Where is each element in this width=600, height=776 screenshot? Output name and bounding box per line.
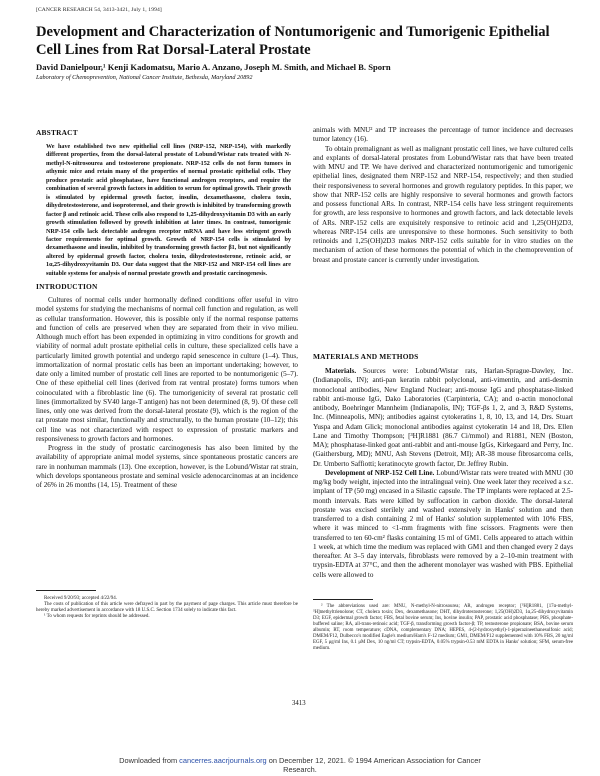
introduction-body <box>36 296 298 490</box>
methods-heading: MATERIALS AND METHODS <box>313 352 419 361</box>
page-number: 3413 <box>292 700 306 707</box>
materials-paragraph <box>313 367 573 469</box>
development-lead: Development of NRP-152 Cell Line. <box>325 468 435 477</box>
footnote-divider <box>36 590 96 591</box>
abbreviations-text: ² The abbreviations used are: MNU, N-methyl-N-nitrosourea; AR, androgen receptor; [³H]R1881, [17α-methyl-³H]methyltrienolone; CT, cholera toxin; Dex, dexamethasone; DHT, dihydrotestosterone; 1,25(OH)2D3, 1α,25-dihydroxyvitamin D3; EGF, epidermal growth factor; FBS, fetal bovine serum; Ins, bovine insulin; PAP, prostatic acid phosphatase; PBS, phosphate-buffered saline; RA, all-trans-retinoic acid; TGF-β, transforming growth factor-β; TP, testosterone propionate; BSA, bovine serum albumin; RT, room temperature; cDNA, complementary DNA; HEPES, 4-(2-hydroxyethyl)-1-piperazineethanesulfonic acid; DMEM/F12, Dulbecco's modified Eagle's medium/Ham's F-12 medium; GM1, DMEM/F12 supplemented with 10% FBS, 20 ng/ml EGF, 5 μg/ml Ins, 0.1 μM Dex, 10 ng/ml CT; trypsin-EDTA, 0.05% trypsin-0.53 mM EDTA in Hanks' solution; SFM, serum-free medium. <box>313 604 573 652</box>
abbreviations-footnote <box>313 604 573 652</box>
journal-header: [CANCER RESEARCH 54, 3413-3421, July 1, 1994] <box>36 7 162 13</box>
footer-prefix: Downloaded from <box>119 756 180 765</box>
right-paragraph-2: To obtain premalignant as well as malignant prostatic cell lines, we have cultured cells and explants of dorsal-lateral prostates from Lobund/Wistar rats that have been treated with MNU and TP. We have derived and characterized nontumorigenic and tumorigenic epithelial lines, designated them NRP-152 and NRP-154, respectively; and then studied their responsiveness to several hormones and growth regulatory peptides. In this paper, we show that NRP-152 cells are highly responsive to several hormones and growth factors and possess functional ARs. In contrast, NRP-154 cells have less stringent requirements for growth, are less responsive to hormones and growth factors, and lack detectable levels of ARs. NRP-152 cells are exquisitely responsive to retinoic acid and 1,25(OH)2D3, whereas NRP-154 cells are unresponsive to these hormones. Such sensitivity to both retinoids and 1,25(OH)2D3 makes NRP-152 cells suitable for in vitro studies on the mechanism of action of these hormones the potential of which in the chemoprevention of breast and prostate cancer is currently under investigation. <box>313 144 573 264</box>
right-footnote-divider <box>313 599 373 600</box>
download-footer <box>0 756 600 774</box>
left-footnotes <box>36 596 298 620</box>
reprint-note: ¹ To whom requests for reprints should be addressed. <box>44 614 150 620</box>
right-paragraph-1: animals with MNU² and TP increases the percentage of tumor incidence and decreases tumor latency (16). <box>313 126 573 144</box>
development-text: Lobund/Wistar rats were treated with MNU (30 mg/kg body weight, injected into the intralingual vein). One week later they received a s.c. implant of TP (50 mg) encased in a Silastic capsule. The TP implants were replaced at 2.5-month intervals. Rats were killed by suffocation in carbon dioxide. The dorsal-lateral prostate was excised sterilely and washed extensively in Hanks' solution and then transferred to a dish containing 2 ml of Hanks' solution supplemented with 10% FBS, where it was minced to <1-mm fragments with fine scissors. Fragments were then transferred to ten 60-cm² flasks containing 15 ml of GM1. Cells appeared to attach within 1 week, at which time the medium was replaced with GM1 and then changed every 2 days thereafter. At 3–5 day intervals, fibroblasts were removed by a 2–10-min treatment with trypsin-EDTA at 37°C, and then the adherent monolayer was washed with PBS. Epithelial cells were allowed to <box>313 468 573 579</box>
introduction-paragraph-1: Cultures of normal cells under hormonally defined conditions offer useful in vitro model systems for studying the mechanisms of normal cell function and regulation, as well as cellular transformation. However, this is possible only if the normal response patterns and function of cells are preserved when they are separated from their in vivo milieu. Although much effort has been expended in optimizing in vitro conditions for growth and viability of normal adult prostate epithelial cells in culture, these specialized cells have a particularly limited growth potential and undergo rapid senescence in culture (1–4). Thus, immortalization of normal prostatic cells has been an important undertaking; however, to date only a limited number of prostatic cell lines are reported to be nontumorigenic (5–7). One of these epithelial cell lines (derived from rat ventral prostate) forms tumors when coinoculated with a fibroblastic line (6). The tumorigenicity of several rat prostatic cell lines (immortalized by SV40 large-T antigen) has not been determined (8, 9). Of these cell lines, only one was derived from the dorsal-lateral prostate (9), which is the region of the rat prostate most similar, functionally and structurally, to the human prostate (10–12); this cell line was not characterized with respect to expression of prostatic markers and responsiveness to growth factors and hormones. <box>36 296 298 443</box>
footer-suffix: on December 12, 2021. © 1994 American Association for Cancer <box>266 756 481 765</box>
development-paragraph <box>313 469 573 580</box>
page-charges-note: The costs of publication of this article were defrayed in part by the payment of page charges. This article must therefore be hereby marked advertisement in accordance with 18 U.S.C. Section 1734 solely to indicate this fact. <box>36 602 298 614</box>
affiliation: Laboratory of Chemoprevention, National Cancer Institute, Bethesda, Maryland 20892 <box>36 74 253 81</box>
footer-link[interactable]: cancerres.aacrjournals.org <box>179 756 267 765</box>
received-note: Received 9/20/93; accepted 4/22/94. <box>44 596 118 601</box>
materials-text: Sources were: Lobund/Wistar rats, Harlan-Sprague-Dawley, Inc. (Indianapolis, IN); anti-pan keratin rabbit polyclonal, anti-vimentin, and anti-desmin monoclonal antibodies, New England Nuclear; anti-mouse IgG and phosphatase-linked rabbit anti-mouse IgG, Dako Laboratories (Carpinteria, CA); and α-actin monoclonal antibody, Boehringer Mannheim (Indianapolis, IN); TGF-βs 1, 2, and 3, R&D Systems, Inc. (Minneapolis, MN); antibodies against cytokeratins 1, 8, 10, 13, and 14, Drs. Stuart Yuspa and Adam Glick; monoclonal antibodies against cytokeratin 14 and 18, Drs. Ellen Lane and Timothy Thompson; [³H]R1881 (86.7 Ci/mmol) and R1881, NEN (Boston, MA); phosphatase-linked goat anti-rabbit and anti-mouse IgGs, Kirkegaard and Perry, Inc. (Gaithersburg, MD); MNU, Ash Stevens (Detroit, MI); AR-38 mouse fibrosarcoma cells, Dr. Umberto Saffiotti; keratinocyte growth factor, Dr. Jeffrey Rubin. <box>313 367 573 468</box>
abstract-text: We have established two new epithelial cell lines (NRP-152, NRP-154), with markedly different properties, from the dorsal-lateral prostate of Lobund/Wistar rats treated with N-methyl-N-nitrosourea and testosterone propionate. NRP-152 cells do not form tumors in athymic mice and retain many of the properties of normal prostatic epithelial cells. They produce prostatic acid phosphatase, have functional androgen receptors, and require the combination of several growth factors in addition to serum for optimal growth. Their growth is stimulated by epidermal growth factor, insulin, dexamethasone, cholera toxin, dihydrotestosterone, and isoproterenol, and their growth is inhibited by transforming growth factor β and retinoic acid. These cells also respond to 1,25-dihydroxyvitamin D3 with an early growth stimulation followed by growth inhibition at later times. In contrast, tumorigenic NRP-154 cells lack detectable androgen receptor mRNA and have less stringent growth factor requirements for optimal growth. Growth of NRP-154 cells is stimulated by dexamethasone and insulin, inhibited by transforming growth factor β1, but not significantly altered by epidermal growth factor, cholera toxin, dihydrotestosterone, retinoic acid, or 1α,25-dihydroxyvitamin D3. Our data suggest that the NRP-152 and NRP-154 cell lines are suitable systems for analysis of normal prostate growth and prostatic carcinogenesis. <box>46 144 291 277</box>
introduction-paragraph-2: Progress in the study of prostatic carcinogenesis has also been limited by the availability of appropriate animal model systems, since spontaneous prostatic cancers are rare in nonhuman mammals (13). One exception, however, is the Lobund/Wistar rat strain, which develops spontaneous prostate and seminal vesicle adenocarcinomas at an incidence of 26% in 26 months (14, 15). Treatment of these <box>36 444 298 489</box>
footer-line-1 <box>0 756 600 765</box>
right-intro-body <box>313 126 573 265</box>
article-title: Development and Characterization of Nontumorigenic and Tumorigenic Epithelial Cell Lines from Rat Dorsal-Lateral Prostate <box>36 24 550 58</box>
footer-line-2: Research. <box>283 765 317 774</box>
methods-body <box>313 367 573 580</box>
materials-lead: Materials. <box>325 367 357 375</box>
introduction-heading: INTRODUCTION <box>36 282 98 291</box>
authors: David Danielpour,¹ Kenji Kadomatsu, Mario A. Anzano, Joseph M. Smith, and Michael B. Sporn <box>36 62 391 72</box>
abstract-heading: ABSTRACT <box>36 128 78 137</box>
